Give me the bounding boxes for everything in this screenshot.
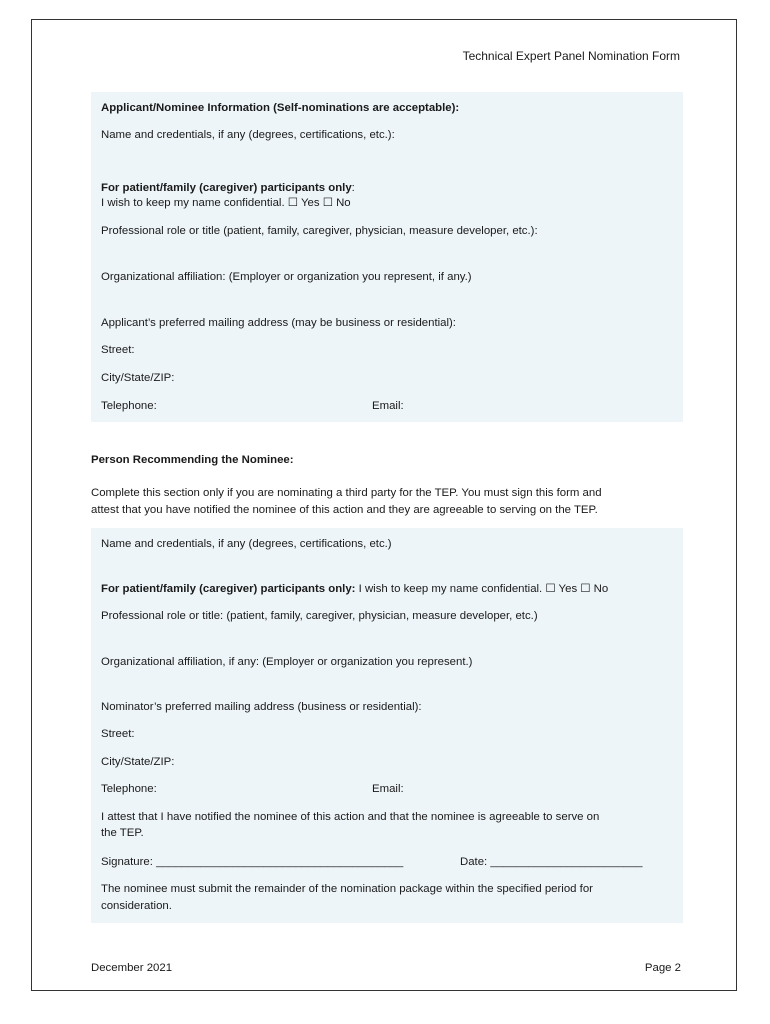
recommender-signature-field[interactable]: Signature: _______________________________________ [101, 856, 404, 868]
form-title: Technical Expert Panel Nomination Form [462, 49, 680, 63]
applicant-patient-heading [101, 181, 355, 195]
recommender-attest-2: the TEP. [101, 827, 144, 839]
recommender-name-label: Name and credentials, if any (degrees, certifications, etc.) [101, 538, 392, 550]
footer-page-number: Page 2 [644, 962, 681, 974]
applicant-email-label: Email: [372, 400, 404, 412]
applicant-heading: Applicant/Nominee Information (Self-nominations are acceptable): [101, 102, 460, 114]
applicant-confidential: I wish to keep my name confidential. ☐ Yes ☐ No [101, 197, 351, 209]
recommender-instructions-2: attest that you have notified the nominee of this action and they are agreeable to serving on the TEP. [91, 504, 598, 516]
recommender-email-label: Email: [372, 783, 404, 795]
recommender-heading: Person Recommending the Nominee: [91, 454, 294, 466]
applicant-patient-heading-bold: For patient/family (caregiver) participants only [101, 182, 352, 194]
recommender-date-field[interactable]: Date: ________________________ [460, 856, 643, 868]
recommender-attest-1: I attest that I have notified the nominee of this action and that the nominee is agreeable to serve on [101, 811, 600, 823]
recommender-city-label: City/State/ZIP: [101, 756, 175, 768]
recommender-instructions-1: Complete this section only if you are nominating a third party for the TEP. You must sign this form and [91, 487, 602, 499]
applicant-patient-heading-colon: : [351, 182, 355, 194]
applicant-name-label: Name and credentials, if any (degrees, certifications, etc.): [101, 129, 395, 141]
applicant-role-label: Professional role or title (patient, family, caregiver, physician, measure developer, etc.): [101, 225, 538, 237]
applicant-street-label: Street: [101, 344, 135, 356]
recommender-address-label: Nominator’s preferred mailing address (business or residential): [101, 701, 422, 713]
recommender-closing-1: The nominee must submit the remainder of the nomination package within the specified period for [101, 883, 593, 895]
recommender-patient-line [101, 582, 608, 596]
recommender-patient-heading: For patient/family (caregiver) participants only: [101, 583, 356, 595]
applicant-org-label: Organizational affiliation: (Employer or organization you represent, if any.) [101, 271, 472, 283]
recommender-role-label: Professional role or title: (patient, family, caregiver, physician, measure developer, etc.) [101, 610, 538, 622]
applicant-telephone-label: Telephone: [101, 400, 157, 412]
recommender-telephone-label: Telephone: [101, 783, 157, 795]
footer-date: December 2021 [91, 962, 173, 974]
recommender-street-label: Street: [101, 728, 135, 740]
applicant-city-label: City/State/ZIP: [101, 372, 175, 384]
recommender-org-label: Organizational affiliation, if any: (Employer or organization you represent.) [101, 656, 473, 668]
applicant-address-label: Applicant’s preferred mailing address (may be business or residential): [101, 317, 456, 329]
recommender-confidential: I wish to keep my name confidential. ☐ Yes ☐ No [355, 583, 609, 595]
recommender-closing-2: consideration. [101, 900, 172, 912]
